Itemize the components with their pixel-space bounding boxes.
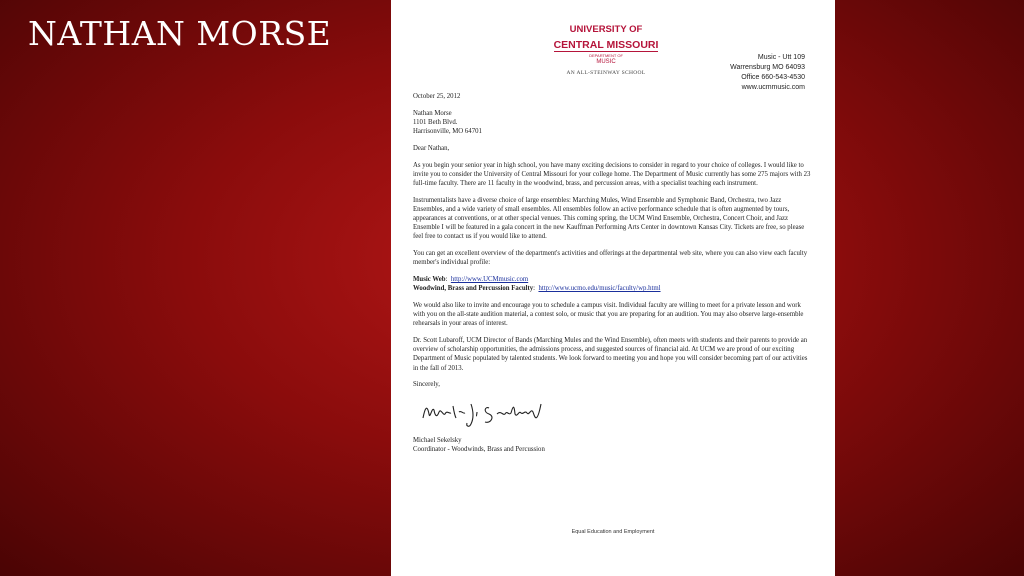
letter-date: October 25, 2012 — [413, 93, 461, 100]
paragraph: We would also like to invite and encourage you to schedule a campus visit. Individual faculty are willing to meet for a private lesson and work with you on the all-state audition material, a contest solo, or music that you are preparing for an audition. You may also observe large-ensemble rehearsals in your areas of interest. — [413, 301, 804, 328]
paragraph: You can get an excellent overview of the department's activities and offerings at the departmental web site, where you can also view each faculty member's individual profile: — [413, 250, 808, 267]
signature-image — [419, 396, 549, 430]
links-block: Music Web: http://www.UCMmusic.com Woodwind, Brass and Percussion Faculty: http://www.ucmo.edu/music/faculty/wp.html — [413, 276, 661, 293]
letter-document — [391, 0, 835, 576]
logo-university-of: UNIVERSITY OF — [569, 24, 643, 35]
address-line: Warrensburg MO 64093 — [730, 64, 805, 71]
recipient-line: Harrisonville, MO 64701 — [413, 128, 482, 136]
letterhead-logo — [541, 25, 671, 76]
address-line: Music - Utt 109 — [757, 54, 805, 61]
web-label: Music Web — [413, 276, 446, 284]
music-web-link[interactable]: http://www.UCMmusic.com — [450, 276, 529, 284]
faculty-link[interactable]: http://www.ucmo.edu/music/faculty/wp.html — [538, 285, 661, 293]
signer-name: Michael Sekelsky — [413, 436, 462, 444]
logo-department-of: DEPARTMENT OF — [589, 53, 623, 58]
letter-body — [413, 92, 811, 454]
logo-central-missouri: CENTRAL MISSOURI — [553, 39, 659, 51]
letterhead-tagline: AN ALL-STEINWAY SCHOOL — [566, 70, 646, 76]
paragraph: Dr. Scott Lubaroff, UCM Director of Bands (Marching Mules and the Wind Ensemble), often meets with students and their parents to provide an overview of scholarship opportunities, the admissions process, and suggested sources of financial aid. At UCM we are proud of our exciting Department of Music populated by talented students. We look forward to meeting you and hope you will consider becoming part of our activities in the fall of 2013. — [413, 337, 808, 372]
recipient-line: Nathan Morse — [413, 109, 452, 117]
recipient-line: 1101 Beth Blvd. — [413, 118, 458, 126]
recipient-address — [413, 109, 811, 137]
paragraph: As you begin your senior year in high school, you have many exciting decisions to consider in regard to your choice of colleges. I would like to invite you to consider the University of Central Missouri for your college home. The Department of Music currently has some 275 majors with 23 full-time faculty. There are 11 faculty in the woodwind, brass, and percussion areas, with a specialist teaching each instrument. — [413, 161, 811, 187]
faculty-label: Woodwind, Brass and Percussion Faculty — [413, 285, 534, 293]
letterhead-address — [730, 53, 805, 93]
signer-title: Coordinator - Woodwinds, Brass and Percussion — [413, 445, 545, 453]
salutation: Dear Nathan, — [413, 144, 450, 152]
slide-title: NATHAN MORSE — [28, 14, 332, 53]
logo-music: MUSIC — [596, 59, 616, 65]
paragraph: Instrumentalists have a diverse choice of large ensembles: Marching Mules, Wind Ensemble and Symphonic Band, Orchestra, two Jazz Ensembles, and a wide variety of small ensembles. All ensembles follow an active performance schedule that is often augmented by tours, appearances at conventions, or at other special venues. This coming spring, the UCM Wind Ensemble, Orchestra, Concert Choir, and Jazz Ensemble I will be featured in a gala concert in the new Kauffman Performing Arts Center in downtown Kansas City. Tickets are free, so please feel free to contact us if you would like to attend. — [413, 196, 805, 241]
closing: Sincerely, — [413, 381, 440, 389]
address-line: www.ucmmusic.com — [741, 84, 805, 91]
address-line: Office 660-543-4530 — [741, 74, 805, 81]
footer-eeo: Equal Education and Employment — [571, 529, 655, 535]
